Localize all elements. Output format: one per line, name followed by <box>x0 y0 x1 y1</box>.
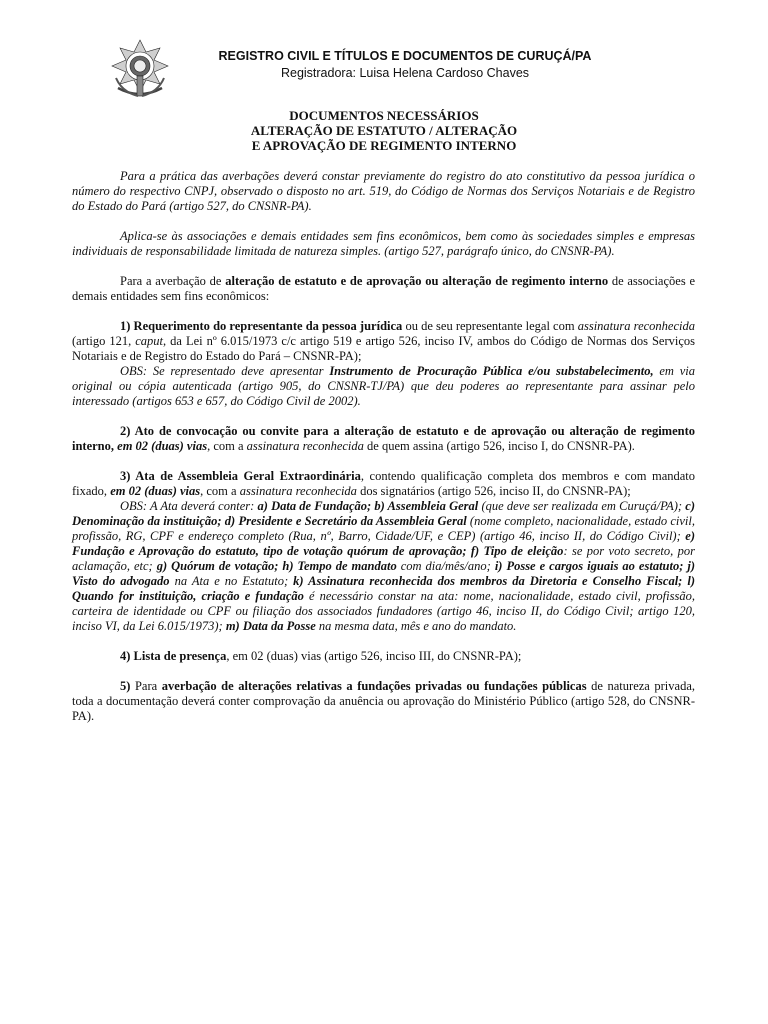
item-2 <box>72 424 695 454</box>
text-run: de associações e demais entidades sem fins econômicos: <box>72 274 695 303</box>
title-line-1: DOCUMENTOS NECESSÁRIOS <box>289 108 479 123</box>
text-run: , da Lei nº 6.015/1973 c/c artigo 519 e artigo 526, inciso IV, ambos do Código de Normas dos Serviços Notariais e de Registro do Estado do Pará – CNSNR-PA); <box>72 334 695 363</box>
item-1 <box>72 319 695 364</box>
item-4 <box>72 649 695 664</box>
text-run-italic: na mesma data, mês e ano do mandato. <box>315 619 517 633</box>
text-run-italic: é necessário constar na ata: nome, nacionalidade, estado civil, profissão, carteira de identidade ou CPF ou filiação dos associados fundadores (artigo 46, inciso II, do Código Civil; artigo 120, inciso VI, da Lei 6.015/1973); <box>72 589 695 633</box>
text-run-bold-italic: a) Data de Fundação; b) Assembleia Geral <box>257 499 479 513</box>
text-run-italic: assinatura reconhecida <box>246 439 364 453</box>
text-run-italic: em via original ou cópia autenticada (artigo 905, do CNSNR-TJ/PA) que deu poderes ao representante para assinar pelo interessado (artigos 653 e 657, do Código Civil de 2002). <box>72 364 695 408</box>
text-run: de quem assina (artigo 526, inciso I, do CNSNR-PA). <box>363 439 635 453</box>
document-title <box>84 108 684 153</box>
registry-name: REGISTRO CIVIL E TÍTULOS E DOCUMENTOS DE CURUÇÁ/PA <box>218 49 592 63</box>
item-5-heading: 5) <box>120 679 131 693</box>
text-run-bold-italic: em 02 (duas) vias <box>110 484 201 498</box>
text-run: , com a <box>207 439 247 453</box>
text-run: dos signatários (artigo 526, inciso II, do CNSNR-PA); <box>356 484 631 498</box>
text-run-italic: OBS: A Ata deverá conter: <box>120 499 258 513</box>
item-1-obs <box>72 364 695 409</box>
paragraph-intro-text: Para a prática das averbações deverá constar previamente do registro do ato constitutivo da pessoa jurídica o número do respectivo CNPJ, observado o disposto no art. 519, do Código de Normas dos Serviços Notariais e de Registro do Estado do Pará (artigo 527, do CNSNR-PA). <box>72 169 695 213</box>
item-3 <box>72 469 695 499</box>
text-run-italic: (que deve ser realizada em Curuçá/PA); <box>478 499 686 513</box>
text-run-italic: assinatura reconhecida <box>577 319 695 333</box>
title-line-2: ALTERAÇÃO DE ESTATUTO / ALTERAÇÃO <box>250 123 518 138</box>
text-run-bold-italic: em 02 (duas) vias <box>117 439 208 453</box>
text-run-bold-italic: Instrumento de Procuração Pública e/ou substabelecimento, <box>329 364 654 378</box>
text-run: Para a averbação de <box>120 274 226 288</box>
text-run: (artigo 121, <box>72 334 136 348</box>
text-run-bold-italic: k) Assinatura reconhecida dos membros da Diretoria e Conselho Fiscal; l) Quando for instituição, criação e fundação <box>72 574 695 603</box>
paragraph-scope <box>72 229 695 259</box>
item-3-obs <box>72 499 695 634</box>
text-run-bold: averbação de alterações relativas a fundações privadas ou fundações públicas <box>161 679 587 693</box>
text-run-italic: OBS: Se representado deve apresentar <box>120 364 330 378</box>
text-run: Para <box>130 679 162 693</box>
text-run-bold-italic: g) Quórum de votação; h) Tempo de mandato <box>156 559 397 573</box>
item-4-heading: 4) Lista de presença <box>120 649 227 663</box>
title-line-3: E APROVAÇÃO DE REGIMENTO INTERNO <box>251 138 517 153</box>
item-2-heading: 2) Ato de convocação ou convite para a alteração de estatuto e de aprovação ou alteração de regimento interno, <box>72 424 695 453</box>
document-body <box>72 169 695 739</box>
text-run-bold-italic: i) Posse e cargos iguais ao estatuto; j) Visto do advogado <box>72 559 696 588</box>
text-run: ou de seu representante legal com <box>402 319 578 333</box>
paragraph-averbacao <box>72 274 695 304</box>
text-run: , contendo qualificação completa dos membros e com mandato fixado, <box>72 469 696 498</box>
item-3-heading: 3) Ata de Assembleia Geral Extraordinária <box>120 469 361 483</box>
text-run: de natureza privada, toda a documentação deverá conter comprovação da anuência ou aprovação do Ministério Público (artigo 528, do CNSNR-PA). <box>72 679 696 723</box>
text-run: , em 02 (duas) vias (artigo 526, inciso III, do CNSNR-PA); <box>226 649 522 663</box>
text-run-bold-italic: e) Fundação e Aprovação do estatuto, tipo de votação quórum de aprovação; f) Tipo de eleição <box>72 529 695 558</box>
paragraph-scope-text: Aplica-se às associações e demais entidades sem fins econômicos, bem como às sociedades simples e empresas individuais de responsabilidade limitada de natureza simples. (artigo 527, parágrafo único, do CNSNR-PA). <box>72 229 695 258</box>
paragraph-intro <box>72 169 695 214</box>
item-5 <box>72 679 695 724</box>
text-run-italic: na Ata e no Estatuto; <box>169 574 294 588</box>
text-run-italic: (nome completo, nacionalidade, estado civil, profissão, RG, CPF e endereço completo (Rua, nº, Barro, Cidade/UF, e CEP) (artigo 46, inciso II, do Código Civil); <box>72 514 695 543</box>
text-run-bold-italic: c) Denominação da instituição; d) Presidente e Secretário da Assembleia Geral <box>72 499 695 528</box>
brazil-coat-of-arms-icon <box>108 38 172 102</box>
item-1-heading: 1) Requerimento do representante da pessoa jurídica <box>120 319 403 333</box>
text-run-italic: com dia/mês/ano; <box>396 559 495 573</box>
text-run-italic: caput <box>135 334 164 348</box>
text-run: , com a <box>200 484 240 498</box>
text-run-italic: assinatura reconhecida <box>239 484 357 498</box>
registry-header <box>180 48 630 82</box>
registrar-name: Registradora: Luisa Helena Cardoso Chaves <box>280 66 530 80</box>
text-run-italic: : se por voto secreto, por aclamação, etc; <box>72 544 695 573</box>
text-run-bold: alteração de estatuto e de aprovação ou alteração de regimento interno <box>225 274 609 288</box>
text-run-bold-italic: m) Data da Posse <box>225 619 316 633</box>
